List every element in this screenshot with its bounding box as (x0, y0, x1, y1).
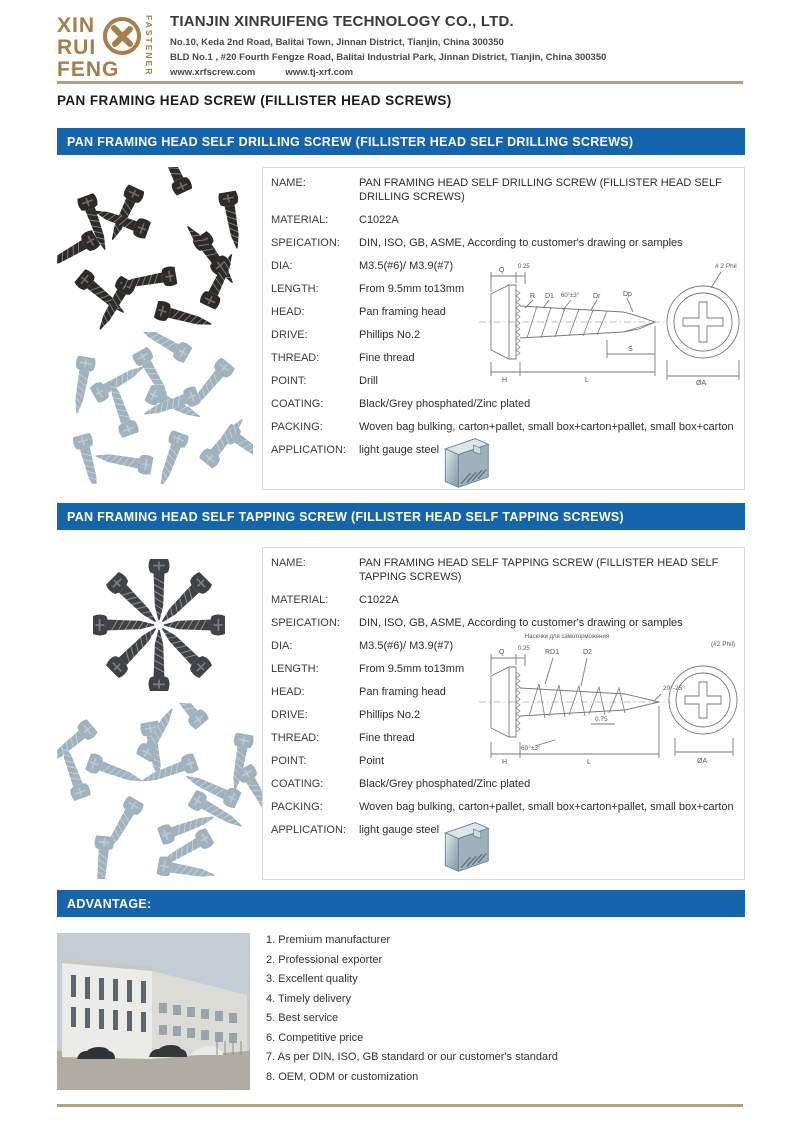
advantage-item: 2. Professional exporter (266, 953, 383, 966)
spec-value: Pan framing head (359, 686, 446, 698)
spec-value: M3.5(#6)/ M3.9(#7) (359, 260, 454, 272)
dim-label: RD1 (545, 649, 560, 656)
zinc-screws-photo (57, 332, 253, 489)
spec-label: COATING: (271, 398, 324, 410)
spec-value: light gauge steel (359, 824, 440, 836)
dim-label: 0.25 (518, 264, 530, 270)
spec-value: Point (359, 755, 385, 767)
company-name: TIANJIN XINRUIFENG TECHNOLOGY CO., LTD. (170, 13, 514, 30)
spec-value: PAN FRAMING HEAD SELF TAPPING SCREW (FILLISTER HEAD SELF TAPPING SCREWS) (359, 557, 719, 583)
advantage-list (266, 931, 558, 1087)
spec-value: Woven bag bulking, carton+pallet, small box+carton+pallet, small box+carton (359, 421, 734, 433)
spec-label: APPLICATION: (271, 824, 346, 836)
spec-value: Woven bag bulking, carton+pallet, small box+carton+pallet, small box+carton (359, 801, 734, 813)
spec-label: DIA: (271, 260, 293, 272)
advantage-item: 8. OEM, ODM or customization (266, 1070, 419, 1083)
section2-spec-table (262, 547, 745, 880)
logo-fastener-vertical: FASTENER (144, 15, 154, 77)
website-link-1[interactable]: www.xrfscrew.com (170, 67, 256, 78)
black-screws-photo (57, 167, 253, 335)
advantage-item: 1. Premium manufacturer (266, 934, 391, 946)
spec-label: POINT: (271, 375, 307, 387)
spec-label: POINT: (271, 755, 307, 767)
section1-banner: PAN FRAMING HEAD SELF DRILLING SCREW (FILLISTER HEAD SELF DRILLING SCREWS) (57, 128, 745, 155)
spec-value: Fine thread (359, 732, 415, 744)
spec-label: SPEICATION: (271, 237, 340, 249)
spec-value: C1022A (359, 214, 399, 226)
spec-label: DRIVE: (271, 709, 308, 721)
spec-label: SPEICATION: (271, 617, 340, 629)
spec-label: MATERIAL: (271, 594, 329, 606)
dim-label: 0.75 (595, 716, 608, 723)
spec-value: DIN, ISO, GB, ASME, According to customer's drawing or samples (359, 237, 683, 249)
spec-value: C1022A (359, 594, 399, 606)
header-divider (57, 81, 743, 84)
spec-label: PACKING: (271, 801, 323, 813)
dim-label: R (530, 293, 536, 300)
spec-value: light gauge steel (359, 444, 440, 456)
spec-value: Phillips No.2 (359, 329, 421, 341)
dim-label: 60°±3° (521, 745, 541, 752)
advantage-item: 6. Competitive price (266, 1031, 364, 1044)
page-title: PAN FRAMING HEAD SCREW (FILLISTER HEAD SCREWS) (57, 93, 452, 108)
steel-channel-icon (435, 434, 493, 490)
spec-value: PAN FRAMING HEAD SELF DRILLING SCREW (FILLISTER HEAD SELF DRILLING SCREWS) (359, 177, 722, 203)
dim-label: Dr (593, 293, 601, 300)
factory-building-photo (57, 933, 250, 1095)
steel-channel-icon (435, 818, 493, 874)
spec-label: MATERIAL: (271, 214, 329, 226)
logo-text-rui: RUI (57, 36, 97, 59)
spec-label: LENGTH: (271, 663, 319, 675)
spec-value: Pan framing head (359, 306, 446, 318)
drawing-note: Насечки для самоторможения (524, 634, 610, 640)
spec-value: Black/Grey phosphated/Zinc plated (359, 778, 531, 790)
advantage-item: 7. As per DIN, ISO, GB standard or our customer's standard (266, 1051, 558, 1063)
dim-label: H (502, 377, 508, 384)
logo-text-feng: FENG (57, 58, 120, 81)
dim-label: 20°-25° (663, 685, 685, 692)
spec-label: THREAD: (271, 732, 320, 744)
spec-label: NAME: (271, 177, 306, 189)
dim-label: ØA (697, 758, 708, 765)
dim-label: 0.25 (518, 646, 530, 652)
dim-label: D2 (583, 649, 592, 656)
dim-label: Q (499, 649, 505, 656)
spec-value: DIN, ISO, GB, ASME, According to customer's drawing or samples (359, 617, 683, 629)
spec-label: LENGTH: (271, 283, 319, 295)
company-address-1: No.10, Keda 2nd Road, Balitai Town, Jinnan District, Tianjin, China 300350 (170, 37, 504, 48)
advantage-item: 5. Best service (266, 1012, 339, 1024)
spec-value: Phillips No.2 (359, 709, 421, 721)
spec-label: DIA: (271, 640, 293, 652)
section1-spec-table (262, 167, 745, 490)
spec-value: Drill (359, 375, 378, 387)
dim-label: Dp (623, 291, 632, 298)
dim-label: 60°±3° (561, 293, 580, 299)
dim-label: H (502, 759, 508, 766)
advantage-item: 4. Timely delivery (266, 992, 351, 1005)
dim-label: (#2 Phil) (711, 641, 736, 648)
company-address-2: BLD No.1 , #20 Fourth Fengze Road, Balitai Industrial Park, Jinnan District, Tianjin, China 300350 (170, 52, 607, 63)
spec-label: APPLICATION: (271, 444, 346, 456)
spec-label: NAME: (271, 557, 306, 569)
dim-label: S (628, 346, 633, 353)
spec-value: Black/Grey phosphated/Zinc plated (359, 398, 531, 410)
section2-banner: PAN FRAMING HEAD SELF TAPPING SCREW (FILLISTER HEAD SELF TAPPING SCREWS) (57, 503, 745, 530)
spec-value: From 9.5mm to13mm (359, 283, 465, 295)
advantage-item: 3. Excellent quality (266, 973, 358, 985)
logo-x-circle-icon (101, 15, 143, 62)
dim-label: Q (499, 267, 505, 274)
logo-text-xin: XIN (57, 14, 96, 37)
dim-label: ØA (696, 380, 707, 386)
spec-label: THREAD: (271, 352, 320, 364)
spec-label: DRIVE: (271, 329, 308, 341)
spec-value: From 9.5mm to13mm (359, 663, 465, 675)
spec-label: COATING: (271, 778, 324, 790)
spec-label: HEAD: (271, 306, 305, 318)
dim-label: # 2 Phil (715, 263, 737, 270)
advantage-banner: ADVANTAGE: (57, 890, 745, 917)
footer-divider (57, 1104, 743, 1107)
zinc-screws-photo-2 (57, 703, 269, 884)
website-link-2[interactable]: www.tj-xrf.com (285, 67, 354, 78)
spec-value: M3.5(#6)/ M3.9(#7) (359, 640, 454, 652)
spec-label: HEAD: (271, 686, 305, 698)
dim-label: L (587, 759, 591, 766)
spec-label: PACKING: (271, 421, 323, 433)
dim-label: L (585, 377, 589, 384)
dim-label: D1 (545, 293, 554, 300)
black-screws-star-photo (57, 547, 262, 707)
self-drilling-screw-drawing (475, 254, 743, 391)
spec-value: Fine thread (359, 352, 415, 364)
